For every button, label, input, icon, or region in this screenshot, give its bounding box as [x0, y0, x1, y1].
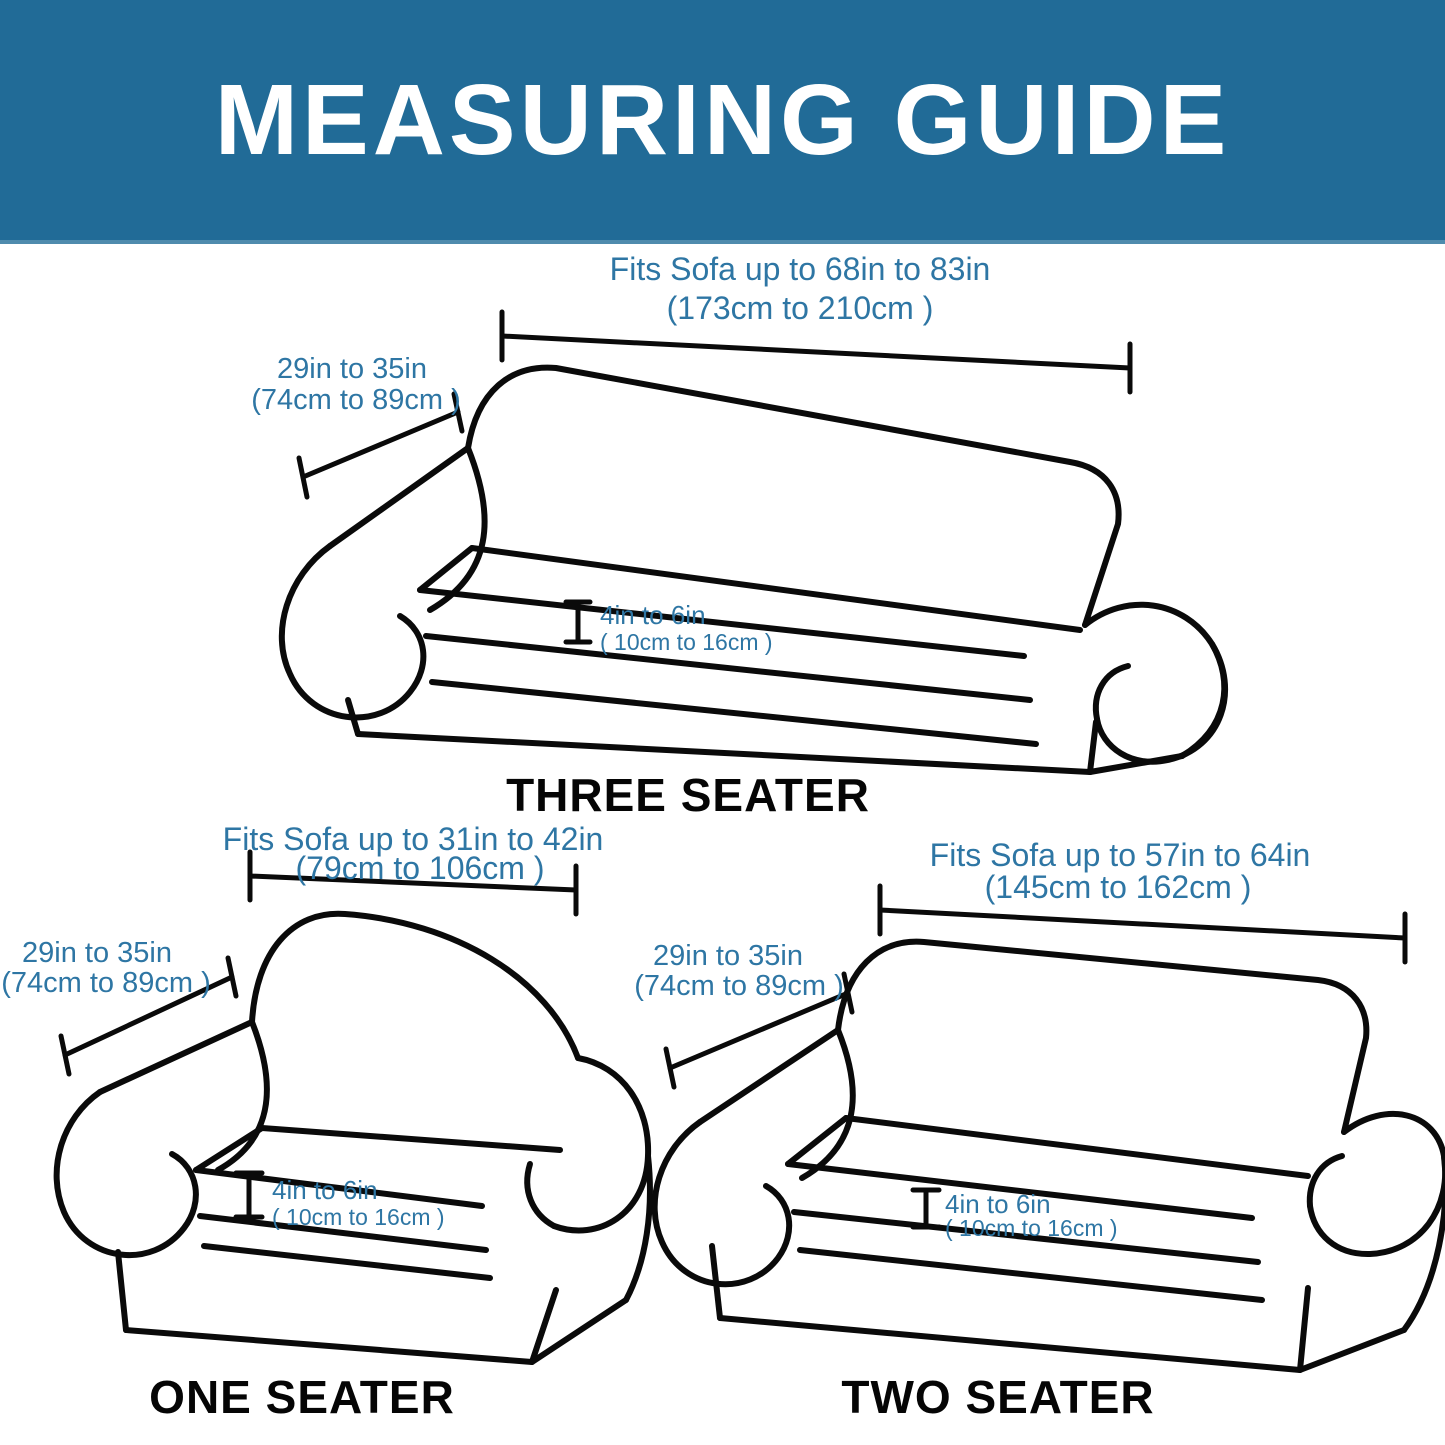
sofa-back	[468, 368, 1119, 625]
chair-right-arm-roll	[554, 1058, 648, 1230]
sofa-right-arm-outer-down	[1182, 644, 1224, 756]
chair-base-right-receding	[532, 1300, 626, 1362]
three-seater-width-note-line1: Fits Sofa up to 68in to 83in	[609, 251, 991, 287]
three-seater-side-note-line2: (74cm to 89cm )	[251, 384, 461, 416]
one-seater-width-note-line2: (79cm to 106cm )	[295, 850, 545, 886]
loveseat-base-right-edge	[1300, 1288, 1308, 1370]
chair-back	[252, 914, 578, 1058]
sofa-left-arm-top	[330, 448, 468, 546]
loveseat-right-arm-roll	[1310, 1114, 1445, 1254]
sofa-right-arm-inner	[1096, 666, 1128, 719]
one-seater-label: ONE SEATER	[149, 1371, 455, 1423]
one-seater-side-note-line1: 29in to 35in	[22, 937, 172, 969]
two-seater-depth-marker	[913, 1190, 939, 1227]
chair-base-left-edge	[118, 1252, 126, 1330]
loveseat-base-right-receding	[1300, 1330, 1404, 1370]
chair-base-bottom	[126, 1330, 532, 1362]
sofa-left-arm-roll	[282, 546, 424, 717]
loveseat-left-arm-top	[700, 1030, 838, 1122]
dimension-line	[303, 412, 458, 477]
one-seater-depth-note-line1: 4in to 6in	[272, 1175, 378, 1205]
page-title: MEASURING GUIDE	[214, 63, 1231, 176]
three-seater-label: THREE SEATER	[506, 769, 870, 821]
dimension-line	[880, 910, 1405, 938]
dimension-line	[670, 993, 848, 1068]
sofa-base-right-edge	[1090, 722, 1096, 772]
dimension-line	[502, 336, 1130, 368]
two-seater-width-note-line1: Fits Sofa up to 57in to 64in	[929, 837, 1311, 873]
one-seater-depth-note-line2: ( 10cm to 16cm )	[272, 1204, 445, 1230]
two-seater-side-note-line1: 29in to 35in	[653, 940, 803, 972]
three-seater-width-note-line2: (173cm to 210cm )	[666, 290, 934, 326]
chair-right-arm-inner	[527, 1164, 554, 1226]
two-seater-side-note-line2: (74cm to 89cm )	[634, 970, 844, 1002]
two-seater-illustration	[655, 942, 1445, 1370]
loveseat-deck-back	[846, 1118, 1308, 1176]
two-seater-label: TWO SEATER	[841, 1371, 1155, 1423]
two-seater-depth-note-line2: ( 10cm to 16cm )	[945, 1215, 1118, 1241]
chair-deck-back	[262, 1128, 560, 1150]
one-seater-width-note-line1: Fits Sofa up to 31in to 42in	[222, 821, 604, 857]
two-seater-width-note-line2: (145cm to 162cm )	[984, 869, 1252, 905]
three-seater-depth-note-line2: ( 10cm to 16cm )	[600, 629, 773, 655]
sofa-deck-back	[472, 548, 1080, 630]
chair-left-arm-top	[100, 1022, 252, 1092]
loveseat-base-left-edge	[712, 1246, 720, 1318]
loveseat-right-arm-inner	[1310, 1156, 1342, 1206]
three-seater-depth-note-line1: 4in to 6in	[600, 600, 706, 630]
three-seater-side-note-line1: 29in to 35in	[277, 353, 427, 385]
loveseat-back	[838, 942, 1366, 1132]
loveseat-deck-left-edge	[788, 1118, 846, 1164]
loveseat-base-bottom	[720, 1318, 1300, 1370]
loveseat-left-arm-roll	[655, 1122, 790, 1284]
one-seater-side-note-line2: (74cm to 89cm )	[1, 967, 211, 999]
two-seater-depth-note-line1: 4in to 6in	[945, 1189, 1051, 1219]
chair-left-arm-roll	[57, 1092, 196, 1255]
chair-base-top	[204, 1246, 490, 1278]
